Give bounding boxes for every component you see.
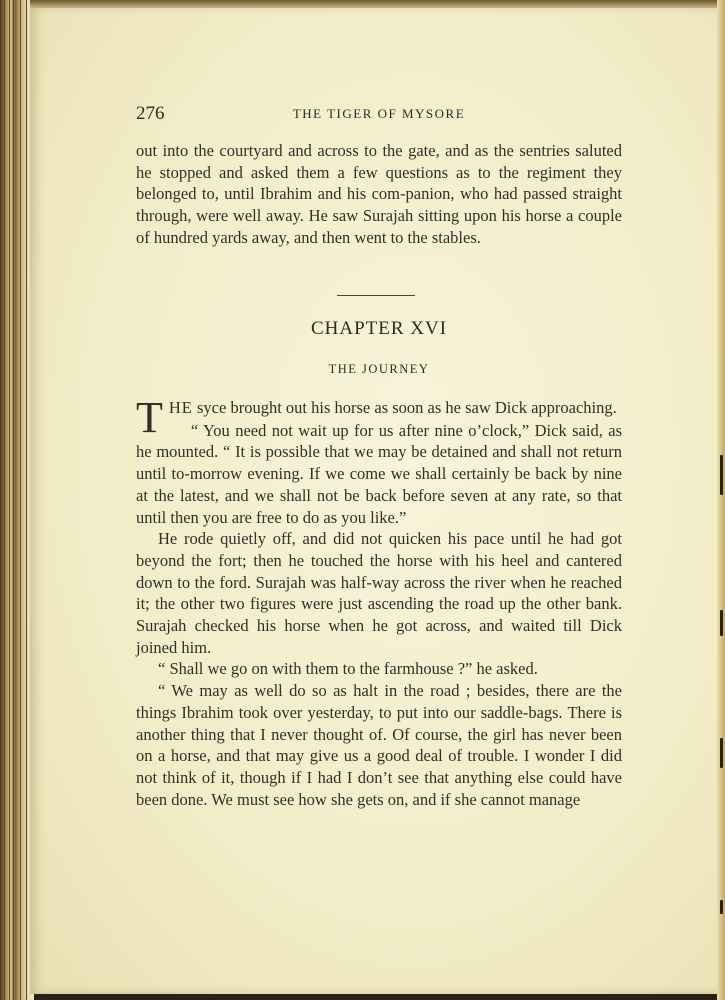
top-paragraph: out into the courtyard and across to the gate, and as the sentries saluted he stopped and asked them a few questions as to the regiment they belonged to, until Ibrahim and his com-panion, who had passed straight through, were well away. He saw Surajah sitting upon his horse a couple of hundred yards away, and then went to the stables. xyxy=(136,141,622,247)
top-paragraph-block xyxy=(136,140,622,249)
chapter-title: CHAPTER XVI xyxy=(310,318,448,339)
body-paragraph: “ We may as well do so as halt in the road ; besides, there are the things Ibrahim took over yesterday, to put into our saddle-bags. There is another thing that I never thought of. Of course, the girl has never been on a horse, and that may give us a good deal of trouble. I wonder I did not think of it, though if I had I don’t see that anything else could have been done. We must see how she gets on, and if she cannot manage xyxy=(136,681,622,809)
spine-line xyxy=(26,0,27,1000)
running-title: THE TIGER OF MYSORE xyxy=(292,106,466,121)
spine-line xyxy=(4,0,5,1000)
page-header xyxy=(136,103,622,125)
section-divider xyxy=(337,295,415,296)
edge-mark xyxy=(720,900,723,914)
chapter-subtitle: THE JOURNEY xyxy=(328,362,430,376)
book-spine xyxy=(0,0,34,1000)
opening-paragraph xyxy=(136,393,622,442)
edge-mark xyxy=(720,610,723,636)
page-number: 276 xyxy=(136,103,165,124)
page-top-edge xyxy=(30,0,725,8)
body-paragraph: He rode quietly off, and did not quicken his pace until he had got beyond the fort; then he touched the horse with his heel and cantered down to the ford. Surajah was half-way across the river when he reached it; the other two figures were just ascending the road up the other bank. Surajah checked his horse when he got across, and waited till Dick joined him. xyxy=(136,529,622,657)
opening-text: syce brought out his horse as soon as he saw Dick approaching. xyxy=(192,398,617,417)
spine-line xyxy=(20,0,21,1000)
spine-line xyxy=(13,0,14,1000)
chapter-body xyxy=(136,393,622,810)
edge-mark xyxy=(720,455,723,495)
page-right-edge xyxy=(717,0,725,1000)
edge-mark xyxy=(720,738,723,768)
spine-line xyxy=(9,0,10,1000)
body-paragraph: “ You need not wait up for us after nine o’clock,” Dick said, as he mounted. “ It is possible that we may be detained and shall not return until to-morrow evening. If we come we shall certainly be back by nine at the latest, and we shall not be back before seven at any rate, so that until then you are free to do as you like.” xyxy=(136,420,622,527)
drop-cap: T xyxy=(136,393,163,442)
opening-smallcaps: HE xyxy=(168,398,193,417)
body-paragraph: “ Shall we go on with them to the farmhouse ?” he asked. xyxy=(158,659,538,679)
